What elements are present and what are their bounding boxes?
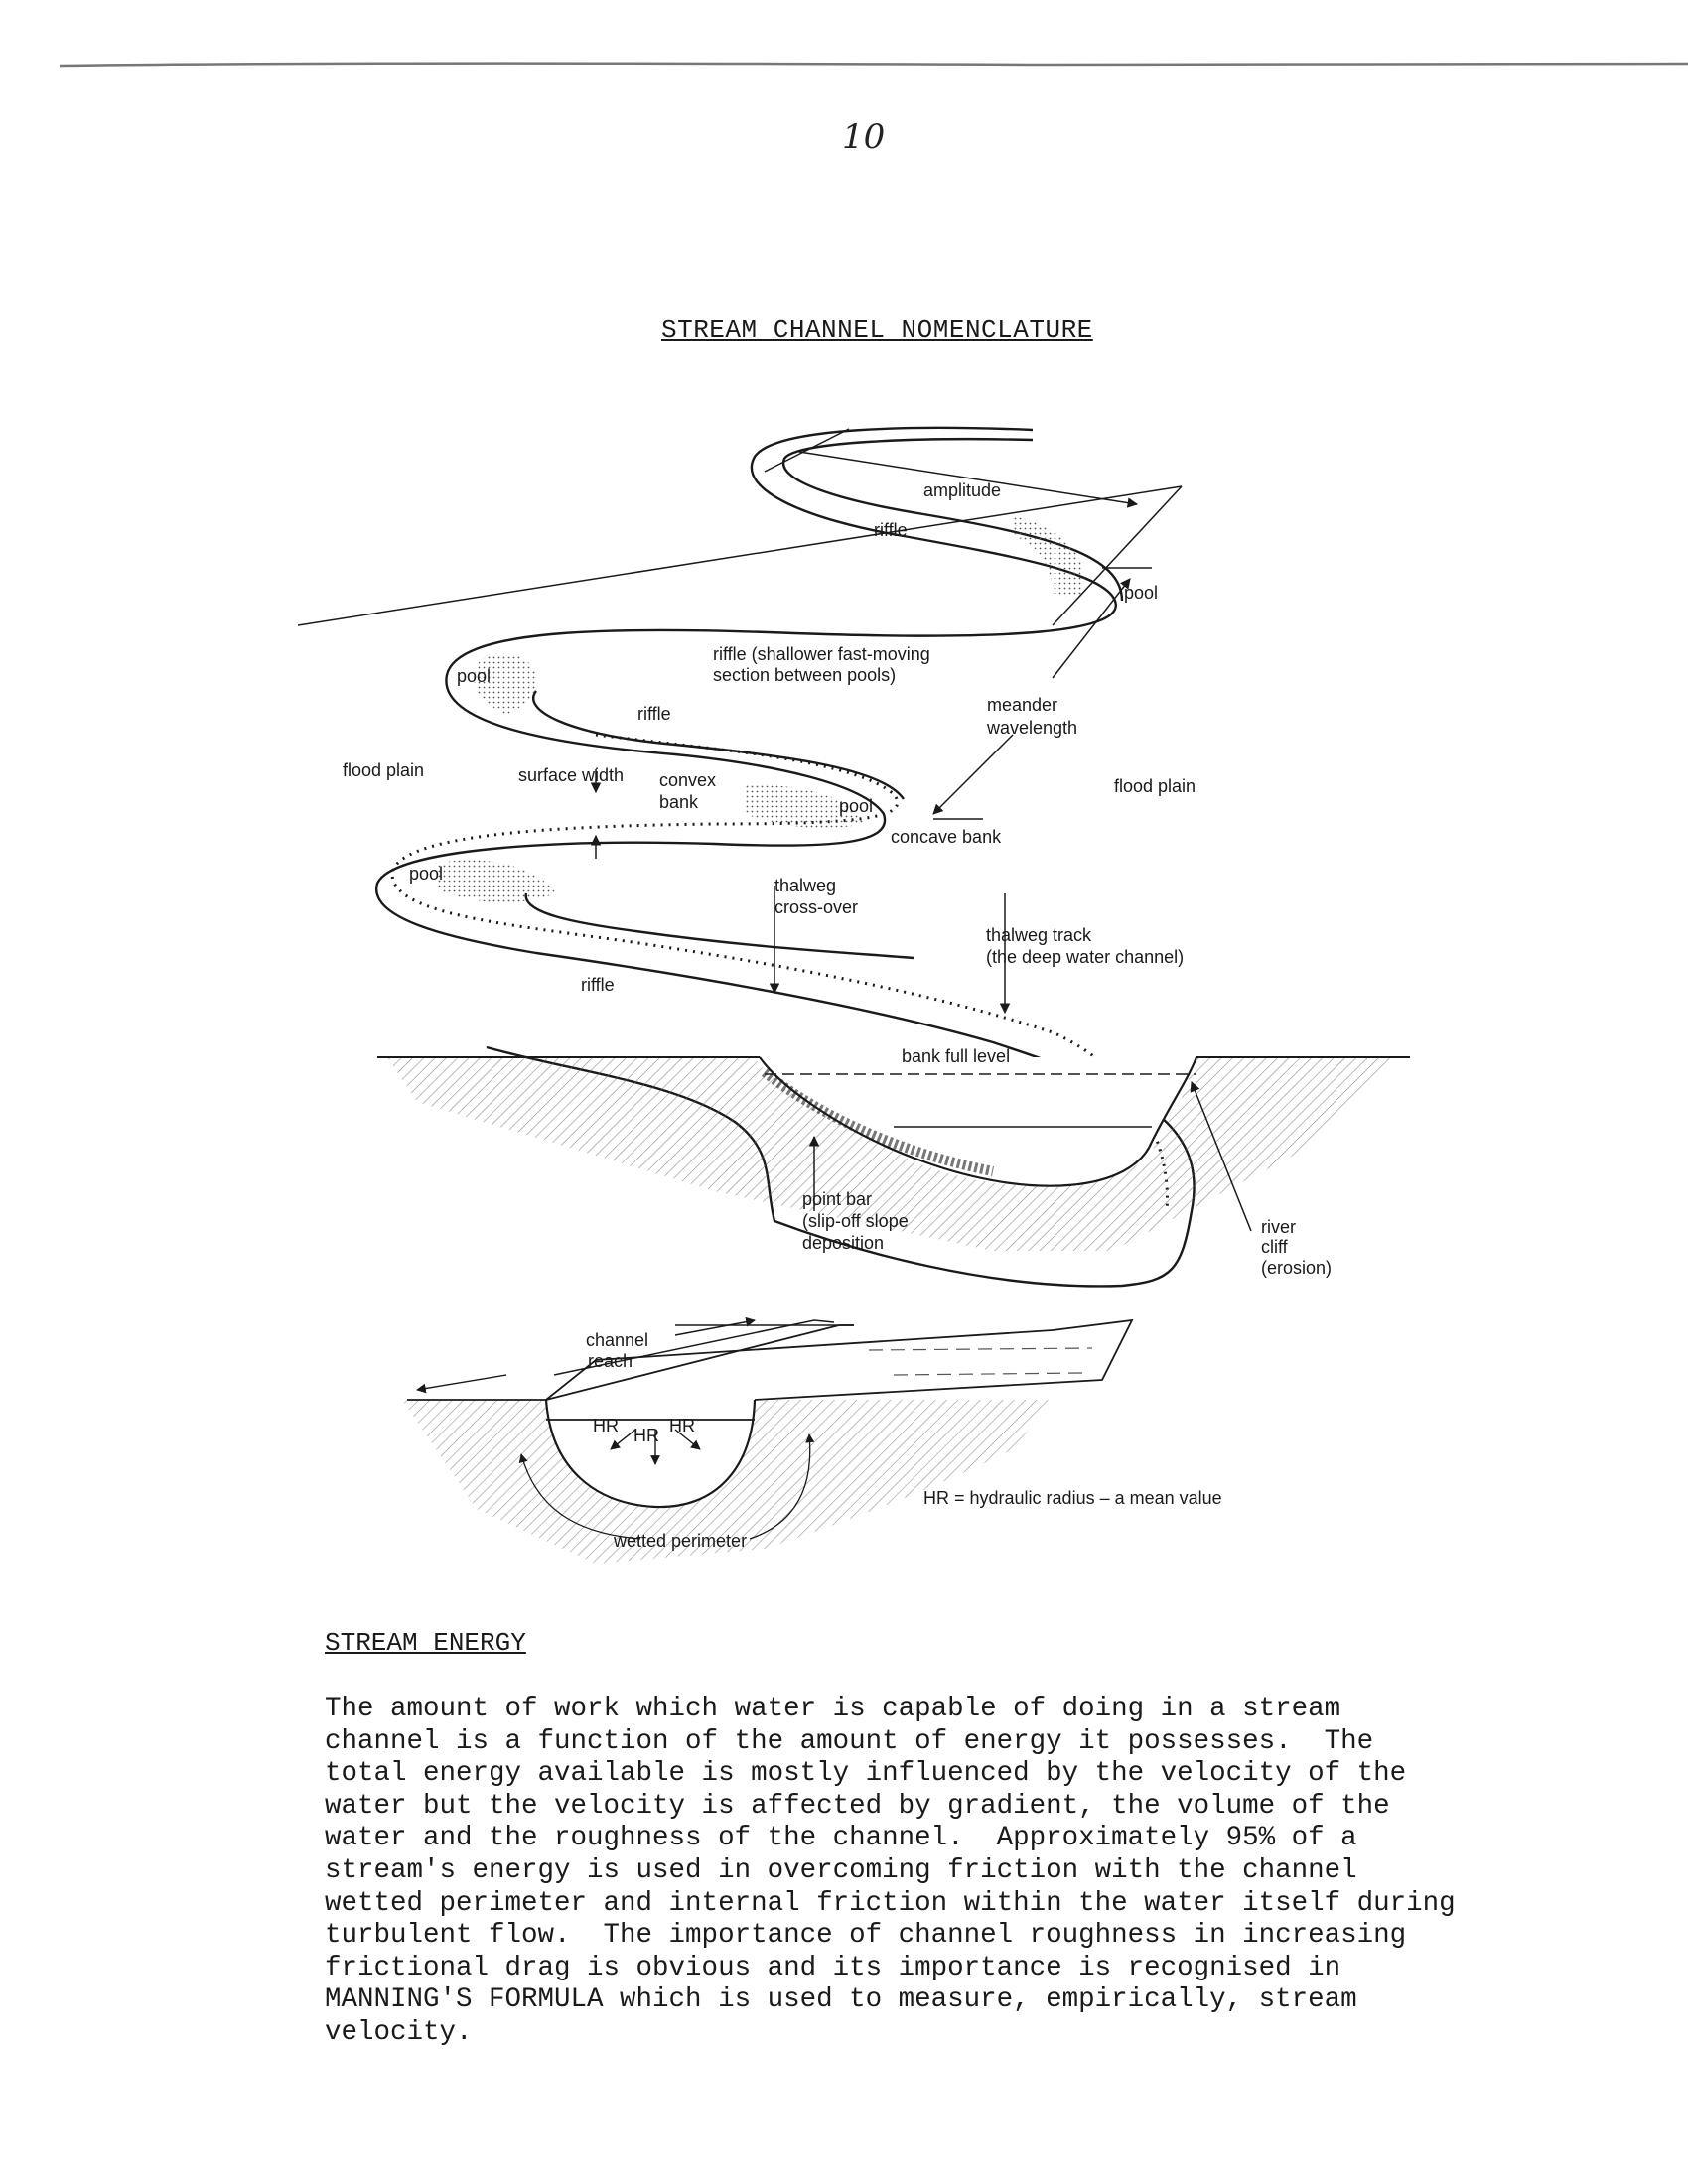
label-point-bar-1: point bar xyxy=(802,1189,873,1209)
label-flood-plain-left: flood plain xyxy=(343,760,425,780)
label-cliff-1: river xyxy=(1261,1217,1296,1237)
label-amplitude: amplitude xyxy=(923,480,1002,500)
label-cliff-3: (erosion) xyxy=(1261,1258,1333,1278)
label-pool-lower: pool xyxy=(409,864,444,884)
label-convex-1: convex xyxy=(659,770,717,790)
label-surface-width: surface width xyxy=(518,765,625,785)
label-pool-mid: pool xyxy=(839,796,874,816)
page-title: STREAM CHANNEL NOMENCLATURE xyxy=(661,315,1093,344)
label-thalweg-2: cross-over xyxy=(774,897,859,917)
label-point-bar-3: deposition xyxy=(802,1233,885,1253)
label-cliff-2: cliff xyxy=(1261,1237,1288,1257)
stream-channel-diagram xyxy=(298,397,1420,1588)
label-track-2: (the deep water channel) xyxy=(986,947,1185,967)
stream-energy-paragraph: The amount of work which water is capable of doing in a stream channel is a function of the amount of energy it possesses. The total energy available is mostly influenced by the velocity of the water but the velocity is affected by gradient, the volume of the water and the roughness of the channel. Approximately 95% of a stream's energy is used in overcoming friction with the channel wetted perimeter and internal friction within the water itself during turbulent flow. The importance of channel roughness in increasing frictional drag is obvious and its importance is recognised in MANNING'S FORMULA which is used to measure, empirically, stream velocity. xyxy=(325,1694,1456,2048)
scan-artifact-line xyxy=(60,62,1688,68)
label-riffle-lower: riffle xyxy=(581,975,615,995)
label-riffle-desc-1: riffle (shallower fast-moving xyxy=(713,644,930,664)
label-meander-1: meander xyxy=(987,695,1058,715)
label-riffle-desc-2: section between pools) xyxy=(713,665,897,685)
label-wetted-perimeter: wetted perimeter xyxy=(614,1531,748,1551)
label-riffle-top: riffle xyxy=(874,520,908,540)
section-heading-stream-energy: STREAM ENERGY xyxy=(325,1628,526,1658)
label-riffle-mid: riffle xyxy=(637,704,671,724)
label-concave-bank: concave bank xyxy=(891,827,1002,847)
label-hr-right: HR xyxy=(669,1416,695,1435)
channel-cross-section xyxy=(402,1320,1222,1564)
label-flood-plain-right: flood plain xyxy=(1114,776,1196,796)
label-hr-left: HR xyxy=(593,1416,619,1435)
label-point-bar-2: (slip-off slope xyxy=(802,1211,909,1231)
label-pool-left: pool xyxy=(457,666,492,686)
label-hr-mid: HR xyxy=(633,1426,659,1445)
label-thalweg-1: thalweg xyxy=(774,876,837,895)
label-convex-2: bank xyxy=(659,792,699,812)
label-track-1: thalweg track xyxy=(986,925,1092,945)
label-meander-2: wavelength xyxy=(987,718,1078,738)
label-bank-full: bank full level xyxy=(902,1046,1011,1066)
label-channel-2: reach xyxy=(588,1351,633,1371)
page-number: 10 xyxy=(842,117,886,157)
label-pool-right: pool xyxy=(1124,583,1159,603)
label-channel-1: channel xyxy=(586,1330,649,1350)
label-hr-definition: HR = hydraulic radius – a mean value xyxy=(923,1488,1222,1508)
